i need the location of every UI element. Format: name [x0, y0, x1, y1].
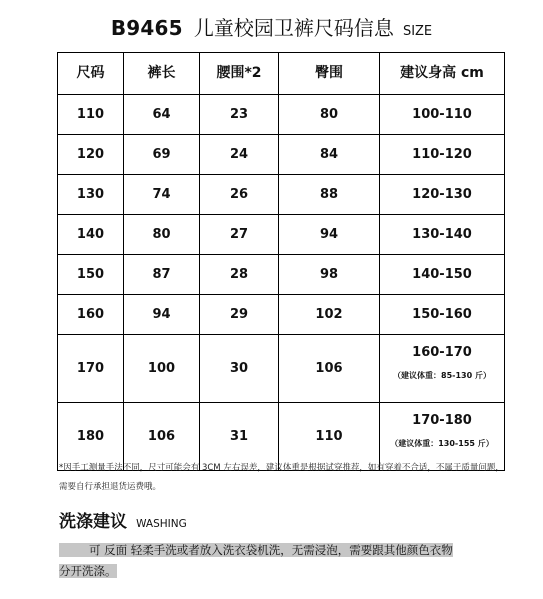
cell-hip: 94 — [279, 215, 380, 255]
cell-waist: 26 — [200, 175, 279, 215]
cell-size: 170 — [58, 335, 124, 403]
washing-heading — [59, 507, 187, 532]
cell-waist: 28 — [200, 255, 279, 295]
cell-waist: 27 — [200, 215, 279, 255]
table-row — [58, 295, 505, 335]
washing-instructions — [59, 540, 507, 582]
cell-hip: 110 — [279, 403, 380, 471]
header-waist: 腰围*2 — [200, 53, 279, 95]
measurement-footnote: *因手工测量手法不同，尺寸可能会有 3CM 左右误差，建议体重是根据试穿推荐，如有穿着不合适，不属于质量问题，需要自行承担退货运费哦。 — [59, 463, 504, 492]
size-table — [57, 52, 505, 471]
cell-size: 160 — [58, 295, 124, 335]
cell-size: 110 — [58, 95, 124, 135]
cell-height — [380, 335, 505, 403]
header-hip: 臀围 — [279, 53, 380, 95]
title-suffix: SIZE — [402, 24, 433, 39]
height-range: 160-170 — [412, 345, 472, 360]
header-height: 建议身高 cm — [380, 53, 505, 95]
cell-waist: 31 — [200, 403, 279, 471]
header-size: 尺码 — [58, 53, 124, 95]
cell-size: 130 — [58, 175, 124, 215]
cell-height: 100-110 — [380, 95, 505, 135]
cell-length: 94 — [124, 295, 200, 335]
cell-hip: 98 — [279, 255, 380, 295]
product-code: B9465 — [110, 16, 183, 40]
table-row — [58, 335, 505, 403]
cell-size: 120 — [58, 135, 124, 175]
washing-heading-en: WASHING — [136, 518, 187, 530]
cell-size: 150 — [58, 255, 124, 295]
table-header-row — [58, 53, 505, 95]
cell-length: 106 — [124, 403, 200, 471]
height-range: 170-180 — [412, 413, 472, 428]
washing-text-line1: 可 反面 轻柔手洗或者放入洗衣袋机洗，无需浸泡，需要跟其他颜色衣物 — [59, 543, 453, 557]
cell-length: 64 — [124, 95, 200, 135]
cell-waist: 30 — [200, 335, 279, 403]
table-row — [58, 215, 505, 255]
cell-hip: 80 — [279, 95, 380, 135]
weight-note: （建议体重：130-155 斤） — [390, 438, 494, 448]
cell-height: 150-160 — [380, 295, 505, 335]
header-length: 裤长 — [124, 53, 200, 95]
cell-waist: 23 — [200, 95, 279, 135]
table-row — [58, 255, 505, 295]
cell-height: 120-130 — [380, 175, 505, 215]
cell-size: 140 — [58, 215, 124, 255]
cell-hip: 102 — [279, 295, 380, 335]
cell-hip: 84 — [279, 135, 380, 175]
cell-length: 100 — [124, 335, 200, 403]
cell-waist: 29 — [200, 295, 279, 335]
cell-length: 69 — [124, 135, 200, 175]
cell-length: 74 — [124, 175, 200, 215]
cell-hip: 88 — [279, 175, 380, 215]
cell-hip: 106 — [279, 335, 380, 403]
cell-height: 140-150 — [380, 255, 505, 295]
cell-height: 130-140 — [380, 215, 505, 255]
page-title — [0, 12, 543, 41]
weight-note: （建议体重：85-130 斤） — [393, 370, 491, 380]
table-row — [58, 135, 505, 175]
washing-text-line2: 分开洗涤。 — [59, 564, 117, 578]
cell-length: 80 — [124, 215, 200, 255]
table-row — [58, 175, 505, 215]
product-name: 儿童校园卫裤尺码信息 — [193, 16, 394, 40]
cell-waist: 24 — [200, 135, 279, 175]
cell-length: 87 — [124, 255, 200, 295]
table-row — [58, 95, 505, 135]
washing-heading-cn: 洗涤建议 — [59, 512, 127, 532]
cell-size: 180 — [58, 403, 124, 471]
cell-height: 110-120 — [380, 135, 505, 175]
